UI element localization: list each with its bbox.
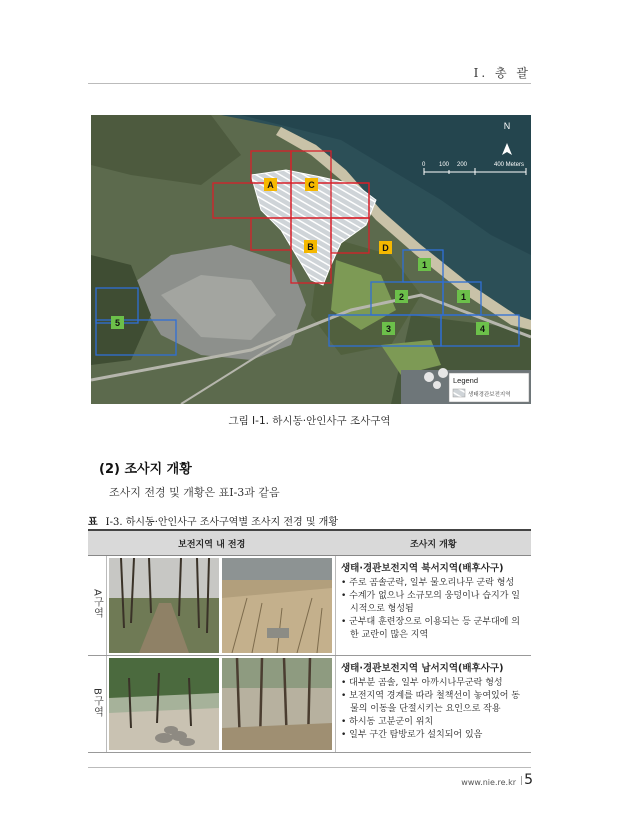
header-rule — [88, 83, 531, 84]
zone-cell — [88, 656, 107, 753]
footer-separator: | — [519, 776, 523, 786]
header-overview: 조사지 개황 — [336, 530, 532, 556]
aerial-photo — [91, 115, 531, 404]
list-item: • 일부 구간 탐방로가 설치되어 있음 — [341, 729, 527, 742]
zone-label-c: C — [308, 180, 315, 190]
chapter-header: Ⅰ. 총 괄 — [473, 66, 531, 80]
zone-label-2: 2 — [398, 292, 405, 302]
pine-grove-photo — [109, 658, 219, 750]
figure-caption: 그림 Ⅰ-1. 하시동·안인사구 조사구역 — [228, 415, 391, 427]
description-cell — [336, 656, 532, 753]
page-number: 5 — [524, 772, 533, 788]
svg-text:100: 100 — [439, 162, 450, 168]
footer-url: www.nie.re.kr — [461, 778, 516, 787]
dry-grass-photo — [222, 558, 332, 653]
zone-label-1a: 1 — [421, 260, 428, 270]
zone-name: A구역 — [91, 589, 103, 619]
svg-text:400 Meters: 400 Meters — [494, 162, 525, 168]
table-title-text: Ⅰ-3. 하시동·안인사구 조사구역별 조사지 전경 및 개황 — [105, 517, 338, 528]
table-row — [88, 556, 531, 656]
zone-description-list — [341, 577, 527, 642]
header-photos: 보전지역 내 전경 — [88, 530, 336, 556]
svg-text:0: 0 — [422, 162, 426, 168]
table-title — [88, 513, 338, 528]
svg-text:생태경관보전지역: 생태경관보전지역 — [468, 392, 511, 398]
zone-title: 생태·경관보전지역 남서지역(배후사구) — [341, 663, 504, 674]
zone-cell — [88, 556, 107, 656]
map-legend — [449, 373, 529, 402]
zone-description-list — [341, 677, 527, 742]
zone-label-b: B — [307, 242, 314, 252]
list-item: • 군부대 훈련장으로 이용되는 등 군부대에 의한 교란이 많은 지역 — [341, 616, 527, 642]
list-item: • 보전지역 경계를 따라 철책선이 놓여있어 동물의 이동을 단절시키는 요인으로 작용 — [341, 690, 527, 716]
svg-text:200: 200 — [457, 162, 468, 168]
survey-table — [88, 529, 531, 753]
list-item: • 하시동 고분군이 위치 — [341, 716, 527, 729]
survey-area-map — [91, 115, 531, 404]
footer-rule — [88, 767, 531, 768]
list-item: • 주로 곰솔군락, 일부 물오리나무 군락 형성 — [341, 577, 527, 590]
zone-name: B구역 — [91, 687, 103, 718]
list-item: • 수계가 없으나 소규모의 웅덩이나 습지가 일시적으로 형성됨 — [341, 590, 527, 616]
zone-label-3: 3 — [385, 324, 392, 334]
section-title: (2) 조사지 개황 — [99, 462, 192, 477]
zone-label-4: 4 — [479, 324, 486, 334]
photo-cell — [107, 556, 336, 656]
zone-label-5: 5 — [114, 318, 121, 328]
zone-label-a: A — [267, 180, 274, 190]
table-row — [88, 656, 531, 753]
section-paragraph: 조사지 전경 및 개황은 표Ⅰ-3과 같음 — [109, 486, 280, 499]
zone-label-1b: 1 — [460, 292, 467, 302]
list-item: • 대부분 곰솔, 일부 아까시나무군락 형성 — [341, 677, 527, 690]
description-cell — [336, 556, 532, 656]
zone-label-d: D — [382, 243, 389, 253]
table-label: 표 — [88, 517, 98, 528]
photo-cell — [107, 656, 336, 753]
zone-title: 생태·경관보전지역 북서지역(배후사구) — [341, 563, 504, 574]
pine-trail-photo — [222, 658, 332, 750]
svg-text:Legend: Legend — [453, 376, 479, 385]
forest-path-photo — [109, 558, 219, 653]
svg-text:N: N — [503, 121, 511, 131]
